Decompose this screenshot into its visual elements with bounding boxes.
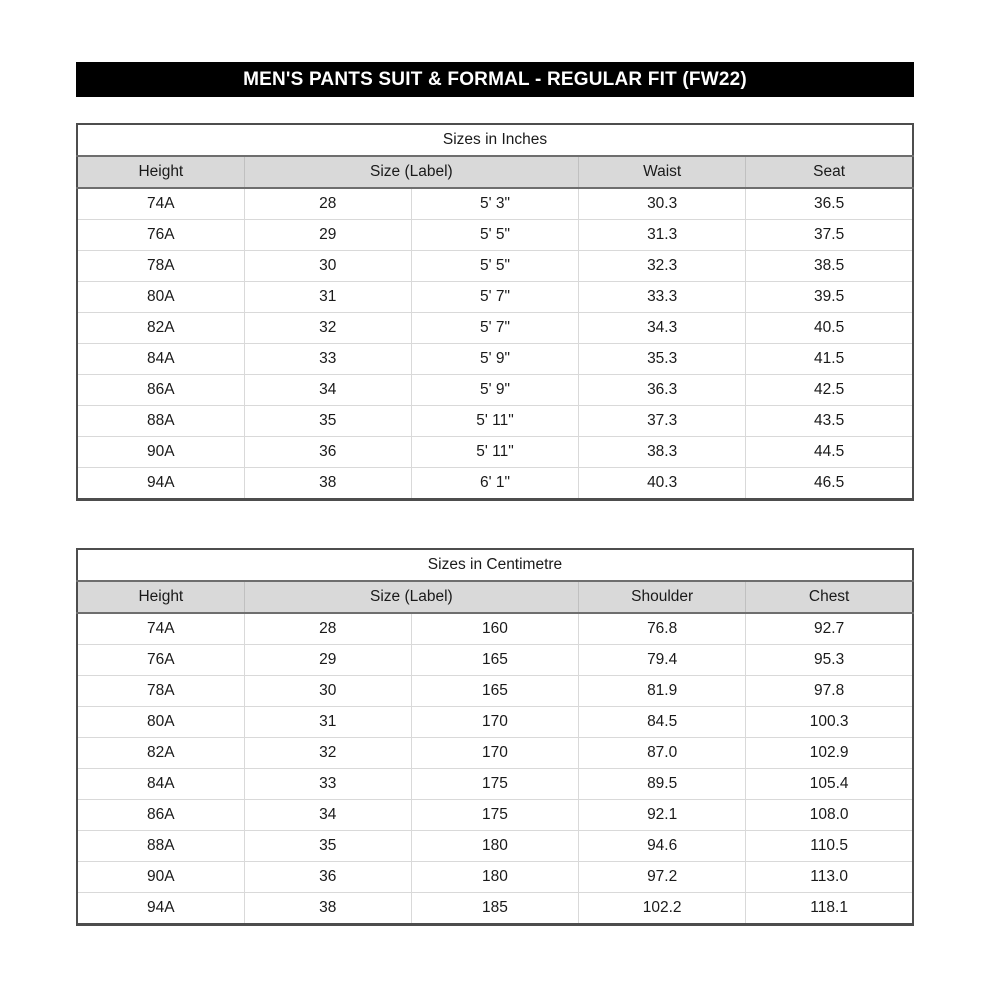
- table-cell: 76A: [147, 226, 175, 243]
- table-row: [77, 707, 913, 738]
- table-cell: 84A: [147, 350, 175, 367]
- table-cell: 5' 5": [411, 220, 578, 251]
- table-cell: 38.3: [579, 437, 746, 468]
- table-cell: 33.3: [579, 282, 746, 313]
- column-header-size-label: Size (Label): [244, 156, 578, 188]
- table-row: [77, 645, 913, 676]
- table-cell: 87.0: [579, 738, 746, 769]
- table-cell: 5' 7": [411, 313, 578, 344]
- table-cell: 118.1: [746, 893, 913, 925]
- table-cell: 90A: [147, 443, 175, 460]
- table-row: [77, 613, 913, 645]
- table-cell: 35: [244, 406, 411, 437]
- table-row: [77, 437, 913, 468]
- table-cell: 170: [411, 707, 578, 738]
- table-cell: 82A: [147, 744, 175, 761]
- table-cell: 80A: [147, 288, 175, 305]
- table-cell: 34: [244, 800, 411, 831]
- column-header-seat: Seat: [746, 156, 913, 188]
- table-cell: 88A: [147, 837, 175, 854]
- table-cell: 110.5: [746, 831, 913, 862]
- table-cell: 108.0: [746, 800, 913, 831]
- table-cell: 82A: [147, 319, 175, 336]
- table-cell: 95.3: [746, 645, 913, 676]
- table-cell: 30: [244, 676, 411, 707]
- table-row: [77, 220, 913, 251]
- table-cell: 78A: [147, 257, 175, 274]
- table-cell: 185: [411, 893, 578, 925]
- table-cell: 35.3: [579, 344, 746, 375]
- table-cell: 175: [411, 769, 578, 800]
- table-cell: 76A: [147, 651, 175, 668]
- column-header-size-label: Size (Label): [244, 581, 578, 613]
- table-cell: 97.2: [579, 862, 746, 893]
- table-row: [77, 769, 913, 800]
- table-row: [77, 676, 913, 707]
- table-title-row: [77, 549, 913, 581]
- table-cell: 5' 9": [411, 375, 578, 406]
- table-cell: 36.5: [746, 188, 913, 220]
- table-cell: 102.9: [746, 738, 913, 769]
- table-cell: 97.8: [746, 676, 913, 707]
- table-cell: 5' 7": [411, 282, 578, 313]
- table-cell: 92.7: [746, 613, 913, 645]
- table-cell: 39.5: [746, 282, 913, 313]
- table-cell: 43.5: [746, 406, 913, 437]
- table-cell: 33: [244, 344, 411, 375]
- sizes-in-centimetre-table: [76, 548, 914, 926]
- table-cell: 40.5: [746, 313, 913, 344]
- table-cell: 180: [411, 862, 578, 893]
- document-title: MEN'S PANTS SUIT & FORMAL - REGULAR FIT (FW22): [243, 68, 747, 90]
- table-cell: 105.4: [746, 769, 913, 800]
- table-cell: 80A: [147, 713, 175, 730]
- table-cell: 79.4: [579, 645, 746, 676]
- table-cell: 102.2: [579, 893, 746, 925]
- table-cell: 89.5: [579, 769, 746, 800]
- table-cell: 38: [244, 468, 411, 500]
- table-cell: 34: [244, 375, 411, 406]
- table-cell: 88A: [147, 412, 175, 429]
- table-cell: 38: [244, 893, 411, 925]
- table-header-row: [77, 581, 913, 613]
- table-cell: 94A: [147, 899, 175, 916]
- table-row: [77, 406, 913, 437]
- table-cell: 37.3: [579, 406, 746, 437]
- table-row: [77, 188, 913, 220]
- table-cell: 28: [244, 188, 411, 220]
- table-cell: 5' 11": [411, 406, 578, 437]
- table-cell: 180: [411, 831, 578, 862]
- table-cell: 90A: [147, 868, 175, 885]
- table-cell: 35: [244, 831, 411, 862]
- table-title: Sizes in Centimetre: [77, 549, 913, 581]
- document-title-bar: [76, 62, 914, 97]
- table-cell: 170: [411, 738, 578, 769]
- table-cell: 31: [244, 282, 411, 313]
- table-row: [77, 282, 913, 313]
- table-cell: 34.3: [579, 313, 746, 344]
- table-cell: 29: [244, 220, 411, 251]
- table-cell: 40.3: [579, 468, 746, 500]
- table-cell: 175: [411, 800, 578, 831]
- table-cell: 30.3: [579, 188, 746, 220]
- table-cell: 84A: [147, 775, 175, 792]
- column-header-height: Height: [77, 581, 244, 613]
- table-row: [77, 831, 913, 862]
- table-cell: 31: [244, 707, 411, 738]
- column-header-waist: Waist: [579, 156, 746, 188]
- table-cell: 38.5: [746, 251, 913, 282]
- table-cell: 6' 1": [411, 468, 578, 500]
- table-header-row: [77, 156, 913, 188]
- table-cell: 78A: [147, 682, 175, 699]
- table-cell: 30: [244, 251, 411, 282]
- table-title: Sizes in Inches: [77, 124, 913, 156]
- table-cell: 86A: [147, 806, 175, 823]
- table-cell: 165: [411, 676, 578, 707]
- table-cell: 33: [244, 769, 411, 800]
- table-cell: 41.5: [746, 344, 913, 375]
- table-cell: 76.8: [579, 613, 746, 645]
- table-cell: 28: [244, 613, 411, 645]
- table-cell: 5' 9": [411, 344, 578, 375]
- table-row: [77, 893, 913, 925]
- table-cell: 32.3: [579, 251, 746, 282]
- table-cell: 74A: [147, 620, 175, 637]
- table-cell: 32: [244, 738, 411, 769]
- table-cell: 113.0: [746, 862, 913, 893]
- table-cell: 5' 11": [411, 437, 578, 468]
- table-row: [77, 375, 913, 406]
- column-header-shoulder: Shoulder: [579, 581, 746, 613]
- table-row: [77, 862, 913, 893]
- table-cell: 92.1: [579, 800, 746, 831]
- table-cell: 42.5: [746, 375, 913, 406]
- column-header-chest: Chest: [746, 581, 913, 613]
- table-row: [77, 251, 913, 282]
- table-cell: 29: [244, 645, 411, 676]
- table-cell: 160: [411, 613, 578, 645]
- table-title-row: [77, 124, 913, 156]
- table-cell: 5' 3": [411, 188, 578, 220]
- table-cell: 36.3: [579, 375, 746, 406]
- table-row: [77, 468, 913, 500]
- table-cell: 32: [244, 313, 411, 344]
- table-cell: 86A: [147, 381, 175, 398]
- table-cell: 31.3: [579, 220, 746, 251]
- table-cell: 84.5: [579, 707, 746, 738]
- table-row: [77, 313, 913, 344]
- table-cell: 81.9: [579, 676, 746, 707]
- table-cell: 100.3: [746, 707, 913, 738]
- table-cell: 5' 5": [411, 251, 578, 282]
- sizes-in-inches-table: [76, 123, 914, 501]
- column-header-height: Height: [77, 156, 244, 188]
- table-cell: 74A: [147, 195, 175, 212]
- table-cell: 36: [244, 862, 411, 893]
- table-row: [77, 800, 913, 831]
- table-cell: 44.5: [746, 437, 913, 468]
- table-cell: 165: [411, 645, 578, 676]
- table-cell: 37.5: [746, 220, 913, 251]
- table-row: [77, 738, 913, 769]
- table-cell: 36: [244, 437, 411, 468]
- table-cell: 94.6: [579, 831, 746, 862]
- table-cell: 94A: [147, 474, 175, 491]
- table-cell: 46.5: [746, 468, 913, 500]
- table-row: [77, 344, 913, 375]
